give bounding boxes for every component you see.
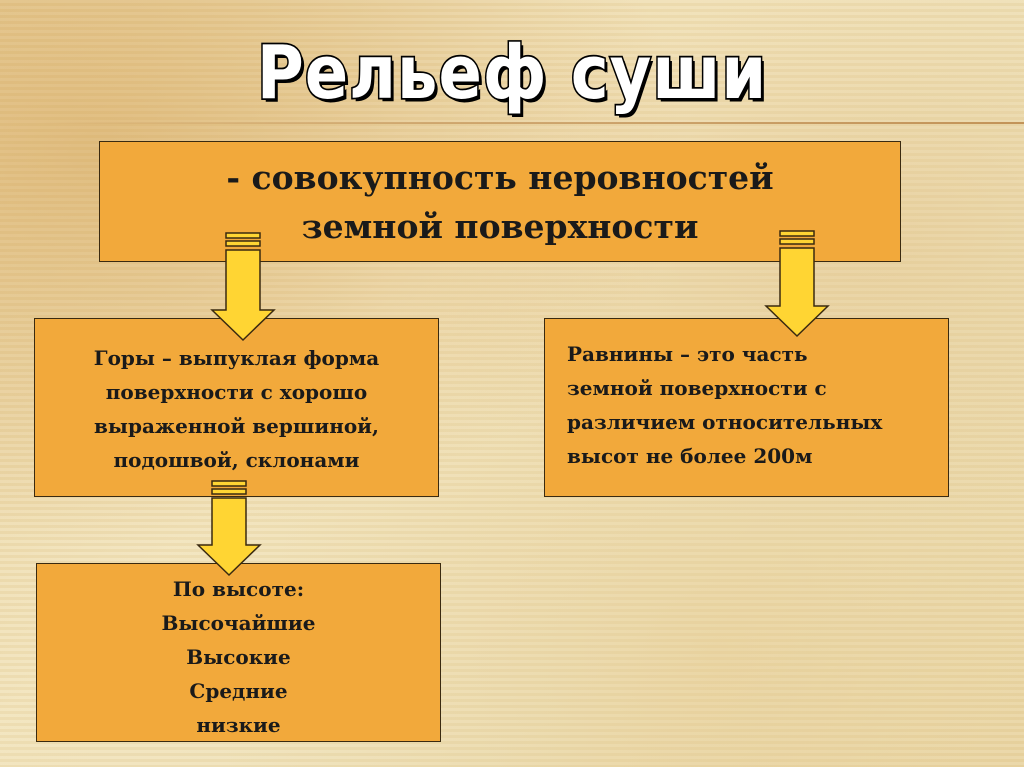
by-height-heading: По высоте: (172, 577, 305, 601)
plains-line-2: земной поверхности с (567, 376, 827, 400)
by-height-item-medium: Средние (189, 679, 288, 703)
title-underline (40, 122, 1024, 124)
slide-title: Рельеф суши (256, 31, 768, 117)
mountains-line-2: поверхности с хорошо (105, 380, 368, 404)
by-height-item-low: низкие (196, 713, 281, 737)
mountains-line-1: Горы – выпуклая форма (93, 346, 380, 370)
plains-box (544, 318, 949, 497)
plains-line-1: Равнины – это часть (567, 342, 808, 366)
mountains-line-3: выраженной вершиной, (94, 414, 379, 438)
by-height-box (36, 563, 441, 742)
plains-line-4: высот не более 200м (567, 444, 813, 468)
mountains-box (34, 318, 439, 497)
definition-box (99, 141, 901, 262)
plains-line-3: различием относительных (567, 410, 883, 434)
definition-line-2: земной поверхности (301, 206, 699, 246)
by-height-item-high: Высокие (186, 645, 291, 669)
mountains-line-4: подошвой, склонами (113, 448, 360, 472)
by-height-item-highest: Высочайшие (161, 611, 316, 635)
definition-line-1: - совокупность неровностей (226, 157, 774, 197)
